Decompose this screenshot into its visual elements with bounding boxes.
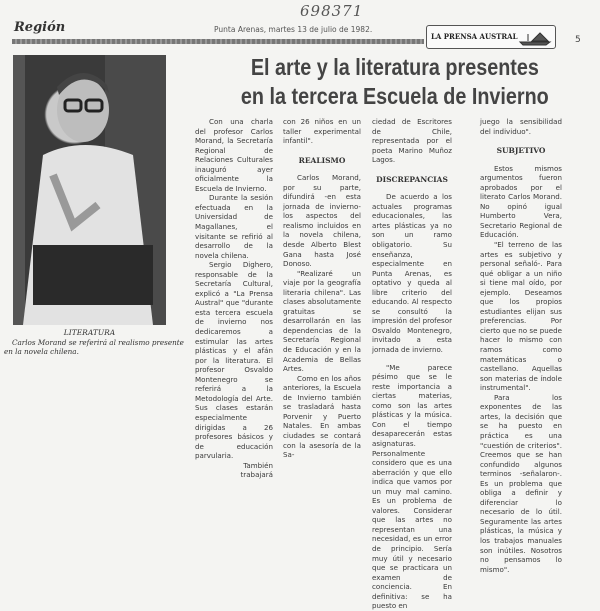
headline-line-1: El arte y la literatura presentes	[250, 54, 539, 80]
headline-line-2: en la tercera Escuela de Invierno	[240, 83, 549, 109]
paragraph: Durante la sesión efectuada en la Universidad de Magallanes, el visitante se refirió al desarrollo de la novela chilena.	[195, 193, 273, 260]
section-title: Región	[14, 20, 66, 35]
man-with-pipe-image	[13, 55, 166, 325]
article-column-3	[372, 117, 452, 611]
paragraph: juego la sensibilidad del individuo".	[480, 117, 562, 136]
paragraph: De acuerdo a los actuales programas educacionales, las artes plásticas ya no son un ramo obligatorio. Su enseñanza, especialmente en Punta Arenas, es optativo y queda al libre criterio del educando. Al respecto se consultó la impresión del profesor Osvaldo Montenegro, invitado a esta jornada de invierno.	[372, 192, 452, 355]
subheading-realismo: REALISMO	[298, 155, 346, 165]
subheading-discrepancias: DISCREPANCIAS	[376, 174, 448, 184]
paragraph: Sergio Dighero, responsable de la Secretaría Cultural, explicó a "La Prensa Austral" que "durante esta tercera escuela de invierno nos dedicaremos a estimular las artes plásticas y el afán por la literatura. El profesor Osvaldo Montenegro se referirá a la Metodología del Arte. Sus clases estarán especialmente dirigidas a 26 profesores básicos y de educación parvularia.	[195, 260, 273, 461]
paragraph: Carlos Morand, por su parte, difundirá -en esta jornada de invierno- los aspectos del realismo incluidos en la novela chilena, desde Alberto Blest Gana hasta José Donoso.	[283, 173, 361, 269]
paragraph: Estos mismos argumentos fueron aprobados por el literato Carlos Morand. No opinó igual Humberto Vera, Secretario Regional de Educación.	[480, 163, 562, 240]
paragraph: También trabajará	[240, 460, 273, 480]
paragraph: ciedad de Escritores de Chile, representada por el poeta Marino Muñoz Lagos.	[372, 117, 452, 165]
paragraph: Como en los años anteriores, la Escuela de Invierno también se trasladará hasta Porvenir y Puerto Natales. En ambas ciudades se contará con la asesoría de la Sa-	[283, 373, 361, 460]
paragraph: "El terreno de las artes es subjetivo y personal señaló-. Para qué obligar a un niño si tiene mal oído, por ejemplo. Deseamos que los propios estudiantes elijan sus preferencias. Por cierto que no se puede hacer lo mismo con ramos como matemáticas o castellano. Aquellas son materias de índole instrumental".	[480, 240, 562, 393]
headline	[225, 53, 565, 111]
paragraph: con 26 niños en un taller experimental infantil".	[283, 117, 361, 146]
dateline: Punta Arenas, martes 13 de julio de 1982.	[214, 25, 373, 34]
article-column-2	[283, 117, 361, 460]
subheading-subjetivo: SUBJETIVO	[496, 146, 546, 156]
paragraph: "Me parece pésimo que se le reste importancia a ciertas materias, como son las artes plásticas y la música. Con el tiempo desaparecerán estas asignaturas. Personalmente considero que es una aberración y que ello indica que vamos por un muy mal camino. Es un problema de valores. Considerar que las artes no representan una necesidad, es un error de principio. Sería muy útil y necesario que se practicara un examen de conciencia. En definitiva: se ha puesto en	[372, 362, 452, 611]
paragraph: "Realizaré un viaje por la geografía literaria chilena". Las clases absolutamente gratuitas se desarrollarán en las dependencias de la Secretaría Regional de Educación y en la Academia de Bellas Artes.	[283, 268, 361, 374]
masthead-text: LA PRENSA AUSTRAL	[431, 32, 518, 41]
paragraph: Para los exponentes de las artes, la decisión que se ha puesto en práctica es una "cuestión de criterios". Creemos que se han confundido algunos terminos -señalaron-. Es un problema que obliga a definir y diferenciar lo necesario de lo útil. Seguramente las artes plásticas, la música y los trabajos manuales son inútiles. Nosotros no pensamos lo mismo".	[480, 392, 562, 574]
article-column-1	[195, 117, 273, 480]
photo-caption-title: LITERATURA	[63, 328, 116, 337]
photo-caption: Carlos Morand se referirá al realismo presente en la novela chilena.	[4, 338, 184, 356]
archive-number: 698371	[300, 2, 364, 20]
page-number: 5	[575, 35, 581, 45]
ship-icon	[518, 28, 552, 46]
masthead-logo	[426, 25, 556, 49]
portrait-photo	[13, 55, 166, 325]
article-column-4	[480, 117, 562, 574]
paragraph: Con una charla del profesor Carlos Morand, la Secretaría Regional de Relaciones Culturales inauguró ayer oficialmente la Escuela de Invierno.	[195, 117, 273, 193]
header-rule	[12, 39, 424, 44]
